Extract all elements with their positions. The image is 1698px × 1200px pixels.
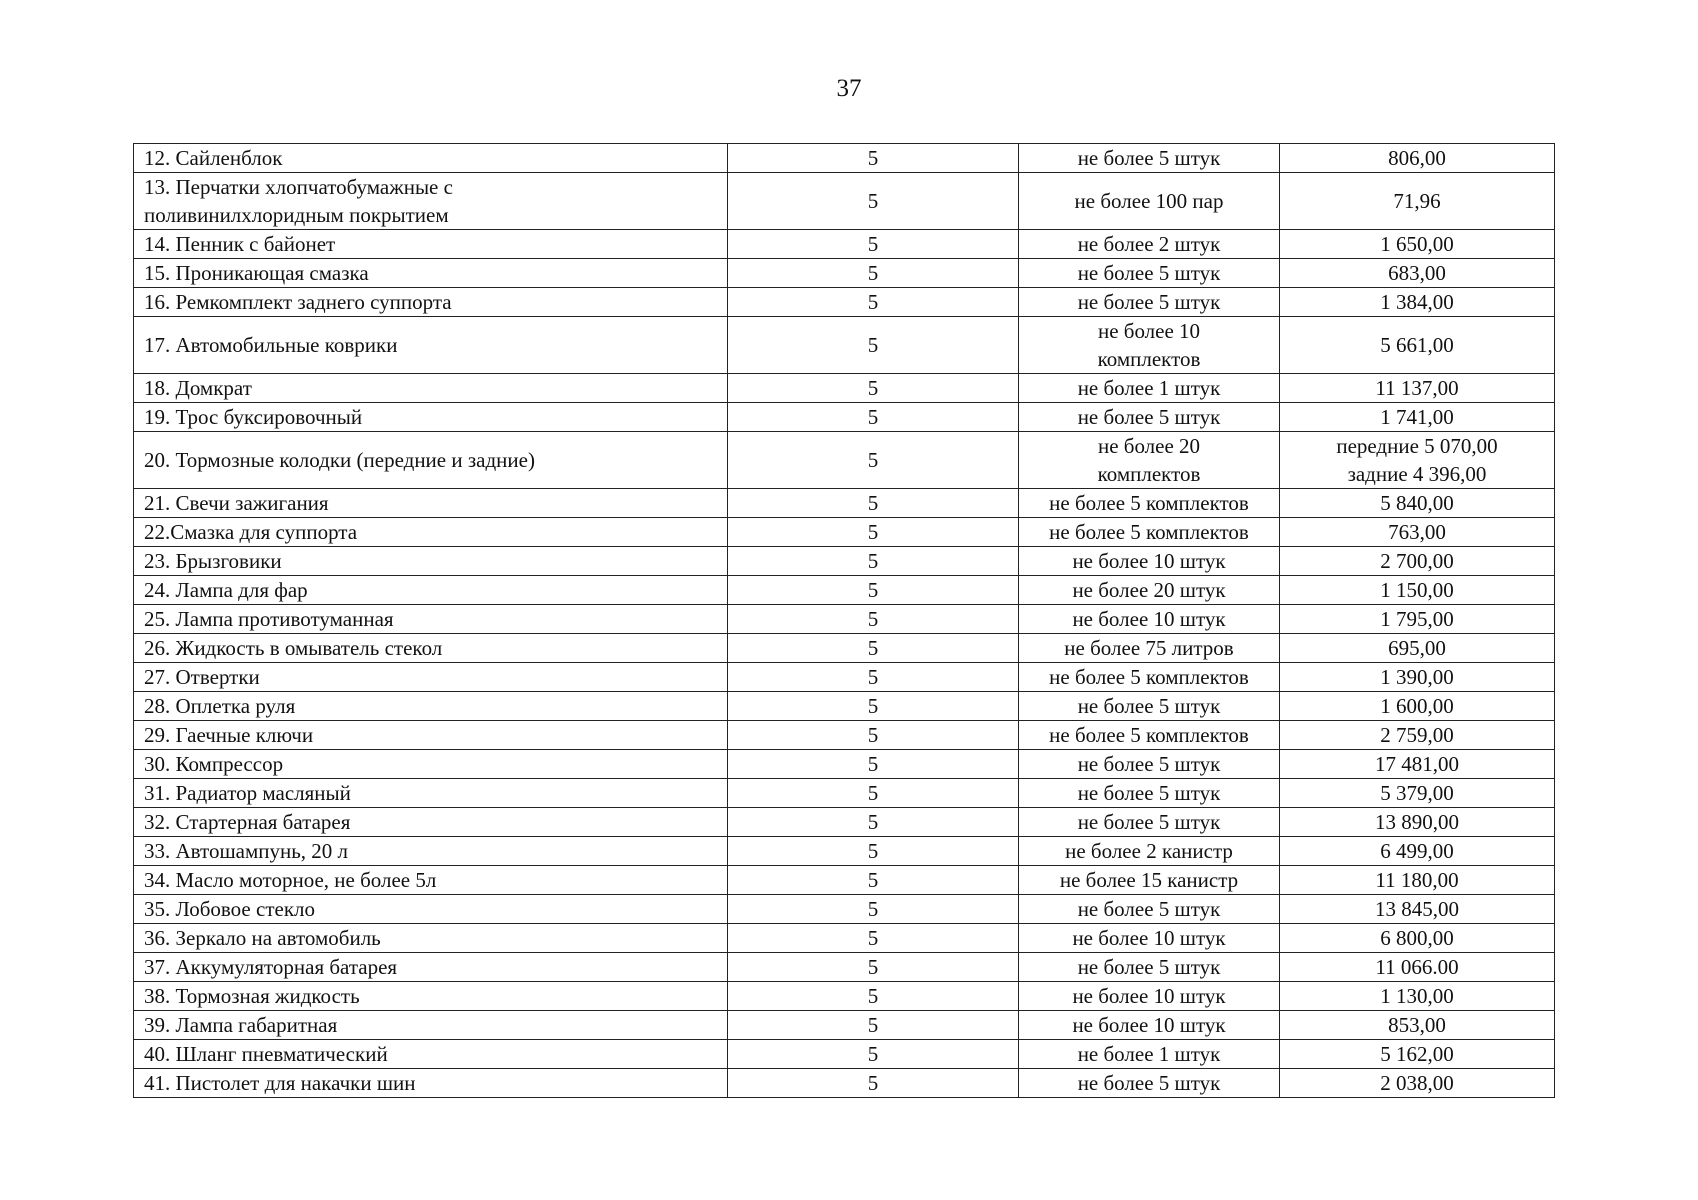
quantity-cell [1019,288,1280,317]
price-cell [1280,144,1555,173]
term-cell: 5 [728,230,1019,259]
price-cell [1280,924,1555,953]
cell-text-line: 34. Масло моторное, не более 5л [144,868,437,892]
cell-text-line: не более 1 штук [1077,376,1221,400]
price-cell [1280,1011,1555,1040]
cell-text-line: 683,00 [1388,261,1446,285]
cell-text-line: 22.Смазка для суппорта [144,520,358,544]
cell-text-line: 25. Лампа противотуманная [144,607,394,631]
item-name-cell [134,1069,728,1098]
term-cell: 5 [728,518,1019,547]
table-row [134,288,1555,317]
cell-text-line: 13. Перчатки хлопчатобумажные с [144,175,453,199]
item-name-cell [134,924,728,953]
cell-text-line: 1 130,00 [1380,984,1454,1008]
table-row [134,547,1555,576]
cell-text-line: 29. Гаечные ключи [144,723,314,747]
cell-text-line: 20. Тормозные колодки (передние и задние) [144,448,535,472]
item-name-cell [134,230,728,259]
cell-text-line: 30. Компрессор [144,752,284,776]
cell-text-line: не более 5 штук [1077,955,1221,979]
items-table-body [134,144,1555,1098]
price-cell [1280,403,1555,432]
cell-text-line: 1 741,00 [1380,405,1454,429]
cell-text-line: 71,96 [1393,189,1441,213]
price-cell [1280,895,1555,924]
item-name-cell [134,317,728,374]
term-cell: 5 [728,144,1019,173]
cell-text-line: 15. Проникающая смазка [144,261,369,285]
cell-text-line: 11 180,00 [1375,868,1459,892]
cell-text-line: 2 700,00 [1380,549,1454,573]
cell-text-line: 23. Брызговики [144,549,282,573]
cell-text-line: не более 5 штук [1077,290,1221,314]
cell-text-line: 12. Сайленблок [144,146,283,170]
item-name-cell [134,1040,728,1069]
item-name-cell [134,173,728,230]
cell-text-line: 31. Радиатор масляный [144,781,351,805]
price-cell [1280,1069,1555,1098]
quantity-cell [1019,866,1280,895]
table-row [134,576,1555,605]
cell-text-line: 37. Аккумуляторная батарея [144,955,398,979]
price-cell [1280,808,1555,837]
item-name-cell [134,982,728,1011]
cell-text-line: 13 890,00 [1375,810,1459,834]
quantity-cell [1019,518,1280,547]
cell-text-line: не более 20 [1097,434,1201,458]
cell-text-line: комплектов [1097,347,1201,371]
cell-text-line: 17 481,00 [1375,752,1459,776]
cell-text-line: не более 1 штук [1077,1042,1221,1066]
term-cell: 5 [728,576,1019,605]
item-name-cell [134,634,728,663]
cell-text-line: 38. Тормозная жидкость [144,984,360,1008]
quantity-cell [1019,750,1280,779]
cell-text-line: 1 384,00 [1380,290,1454,314]
cell-text-line: не более 5 комплектов [1049,520,1249,544]
table-row [134,779,1555,808]
price-cell [1280,173,1555,230]
item-name-cell [134,605,728,634]
quantity-cell [1019,374,1280,403]
cell-text-line: не более 100 пар [1074,189,1224,213]
cell-text-line: не более 15 канистр [1059,868,1239,892]
term-cell: 5 [728,779,1019,808]
quantity-cell [1019,317,1280,374]
item-name-cell [134,403,728,432]
quantity-cell [1019,692,1280,721]
cell-text-line: 1 650,00 [1380,232,1454,256]
price-cell [1280,605,1555,634]
table-row [134,953,1555,982]
term-cell: 5 [728,692,1019,721]
cell-text-line: 32. Стартерная батарея [144,810,351,834]
quantity-cell [1019,1069,1280,1098]
table-row [134,663,1555,692]
cell-text-line: 33. Автошампунь, 20 л [144,839,349,863]
cell-text-line: 18. Домкрат [144,376,252,400]
item-name-cell [134,547,728,576]
cell-text-line: 1 795,00 [1380,607,1454,631]
cell-text-line: 5 661,00 [1380,333,1454,357]
cell-text-line: 35. Лобовое стекло [144,897,316,921]
price-cell [1280,634,1555,663]
term-cell: 5 [728,895,1019,924]
term-cell: 5 [728,953,1019,982]
cell-text-line: не более 10 [1097,319,1201,343]
term-cell: 5 [728,1069,1019,1098]
term-cell: 5 [728,1040,1019,1069]
cell-text-line: 41. Пистолет для накачки шин [144,1071,416,1095]
item-name-cell [134,288,728,317]
price-cell [1280,953,1555,982]
cell-text-line: 14. Пенник с байонет [144,232,336,256]
cell-text-line: не более 5 комплектов [1049,491,1249,515]
table-row [134,1011,1555,1040]
cell-text-line: не более 20 штук [1072,578,1226,602]
quantity-cell [1019,924,1280,953]
term-cell: 5 [728,432,1019,489]
item-name-cell [134,518,728,547]
term-cell: 5 [728,634,1019,663]
table-row [134,259,1555,288]
quantity-cell [1019,259,1280,288]
quantity-cell [1019,403,1280,432]
cell-text-line: 695,00 [1388,636,1446,660]
cell-text-line: 6 499,00 [1380,839,1454,863]
items-table [133,143,1555,1098]
price-cell [1280,518,1555,547]
quantity-cell [1019,605,1280,634]
cell-text-line: 39. Лампа габаритная [144,1013,338,1037]
price-cell [1280,489,1555,518]
quantity-cell [1019,779,1280,808]
price-cell [1280,750,1555,779]
cell-text-line: 11 137,00 [1375,376,1459,400]
table-row [134,1040,1555,1069]
quantity-cell [1019,721,1280,750]
table-row [134,518,1555,547]
table-row [134,432,1555,489]
item-name-cell [134,663,728,692]
quantity-cell [1019,895,1280,924]
price-cell [1280,576,1555,605]
cell-text-line: 24. Лампа для фар [144,578,308,602]
price-cell [1280,721,1555,750]
table-row [134,230,1555,259]
cell-text-line: 1 150,00 [1380,578,1454,602]
quantity-cell [1019,1040,1280,1069]
term-cell: 5 [728,173,1019,230]
cell-text-line: не более 75 литров [1064,636,1234,660]
table-row [134,808,1555,837]
price-cell [1280,866,1555,895]
price-cell [1280,982,1555,1011]
cell-text-line: 5 840,00 [1380,491,1454,515]
term-cell: 5 [728,924,1019,953]
quantity-cell [1019,547,1280,576]
table-row [134,692,1555,721]
item-name-cell [134,750,728,779]
cell-text-line: 853,00 [1388,1013,1446,1037]
price-cell [1280,1040,1555,1069]
item-name-cell [134,866,728,895]
quantity-cell [1019,144,1280,173]
cell-text-line: 763,00 [1388,520,1446,544]
cell-text-line: не более 10 штук [1072,984,1226,1008]
cell-text-line: не более 10 штук [1072,607,1226,631]
table-row [134,317,1555,374]
price-cell [1280,288,1555,317]
table-row [134,144,1555,173]
cell-text-line: не более 10 штук [1072,549,1226,573]
item-name-cell [134,144,728,173]
price-cell [1280,374,1555,403]
term-cell: 5 [728,489,1019,518]
quantity-cell [1019,837,1280,866]
cell-text-line: не более 5 штук [1077,781,1221,805]
price-cell [1280,692,1555,721]
table-row [134,173,1555,230]
quantity-cell [1019,173,1280,230]
price-cell [1280,230,1555,259]
term-cell: 5 [728,721,1019,750]
quantity-cell [1019,808,1280,837]
cell-text-line: 28. Оплетка руля [144,694,296,718]
cell-text-line: не более 5 штук [1077,897,1221,921]
quantity-cell [1019,982,1280,1011]
price-cell [1280,663,1555,692]
item-name-cell [134,837,728,866]
cell-text-line: задние 4 396,00 [1347,462,1487,486]
price-cell [1280,547,1555,576]
item-name-cell [134,779,728,808]
quantity-cell [1019,432,1280,489]
cell-text-line: 2 759,00 [1380,723,1454,747]
table-row [134,721,1555,750]
item-name-cell [134,489,728,518]
cell-text-line: 16. Ремкомплект заднего суппорта [144,290,452,314]
cell-text-line: не более 5 штук [1077,1071,1221,1095]
cell-text-line: не более 10 штук [1072,1013,1226,1037]
item-name-cell [134,808,728,837]
term-cell: 5 [728,547,1019,576]
table-row [134,924,1555,953]
cell-text-line: комплектов [1097,462,1201,486]
cell-text-line: поливинилхлоридным покрытием [144,203,449,227]
table-row [134,605,1555,634]
item-name-cell [134,1011,728,1040]
cell-text-line: 1 600,00 [1380,694,1454,718]
cell-text-line: 5 162,00 [1380,1042,1454,1066]
term-cell: 5 [728,374,1019,403]
term-cell: 5 [728,808,1019,837]
quantity-cell [1019,230,1280,259]
page-number: 37 [836,75,862,102]
quantity-cell [1019,489,1280,518]
term-cell: 5 [728,259,1019,288]
cell-text-line: не более 5 штук [1077,261,1221,285]
cell-text-line: не более 5 комплектов [1049,723,1249,747]
price-cell [1280,837,1555,866]
cell-text-line: 806,00 [1388,146,1446,170]
table-row [134,837,1555,866]
cell-text-line: 26. Жидкость в омыватель стекол [144,636,443,660]
cell-text-line: 36. Зеркало на автомобиль [144,926,381,950]
price-cell [1280,317,1555,374]
quantity-cell [1019,576,1280,605]
item-name-cell [134,721,728,750]
item-name-cell [134,895,728,924]
cell-text-line: 6 800,00 [1380,926,1454,950]
quantity-cell [1019,663,1280,692]
table-row [134,489,1555,518]
table-row [134,374,1555,403]
price-cell [1280,259,1555,288]
term-cell: 5 [728,403,1019,432]
cell-text-line: 11 066.00 [1375,955,1459,979]
cell-text-line: 19. Трос буксировочный [144,405,363,429]
term-cell: 5 [728,750,1019,779]
cell-text-line: 27. Отвертки [144,665,260,689]
quantity-cell [1019,1011,1280,1040]
table-row [134,634,1555,663]
table-row [134,1069,1555,1098]
cell-text-line: не более 5 штук [1077,694,1221,718]
table-row [134,982,1555,1011]
term-cell: 5 [728,837,1019,866]
cell-text-line: не более 10 штук [1072,926,1226,950]
item-name-cell [134,576,728,605]
cell-text-line: не более 5 комплектов [1049,665,1249,689]
quantity-cell [1019,634,1280,663]
quantity-cell [1019,953,1280,982]
table-row [134,750,1555,779]
cell-text-line: 17. Автомобильные коврики [144,333,398,357]
price-cell [1280,779,1555,808]
cell-text-line: 5 379,00 [1380,781,1454,805]
cell-text-line: не более 5 штук [1077,752,1221,776]
item-name-cell [134,374,728,403]
cell-text-line: не более 5 штук [1077,146,1221,170]
item-name-cell [134,953,728,982]
table-row [134,403,1555,432]
cell-text-line: 2 038,00 [1380,1071,1454,1095]
term-cell: 5 [728,288,1019,317]
cell-text-line: не более 5 штук [1077,405,1221,429]
term-cell: 5 [728,1011,1019,1040]
cell-text-line: не более 2 штук [1077,232,1221,256]
cell-text-line: не более 5 штук [1077,810,1221,834]
cell-text-line: 40. Шланг пневматический [144,1042,388,1066]
table-row [134,866,1555,895]
price-cell [1280,432,1555,489]
cell-text-line: не более 2 канистр [1065,839,1233,863]
cell-text-line: 1 390,00 [1380,665,1454,689]
cell-text-line: передние 5 070,00 [1336,434,1498,458]
item-name-cell [134,692,728,721]
term-cell: 5 [728,663,1019,692]
item-name-cell [134,259,728,288]
term-cell: 5 [728,317,1019,374]
cell-text-line: 13 845,00 [1375,897,1459,921]
term-cell: 5 [728,866,1019,895]
term-cell: 5 [728,982,1019,1011]
term-cell: 5 [728,605,1019,634]
table-row [134,895,1555,924]
item-name-cell [134,432,728,489]
cell-text-line: 21. Свечи зажигания [144,491,329,515]
